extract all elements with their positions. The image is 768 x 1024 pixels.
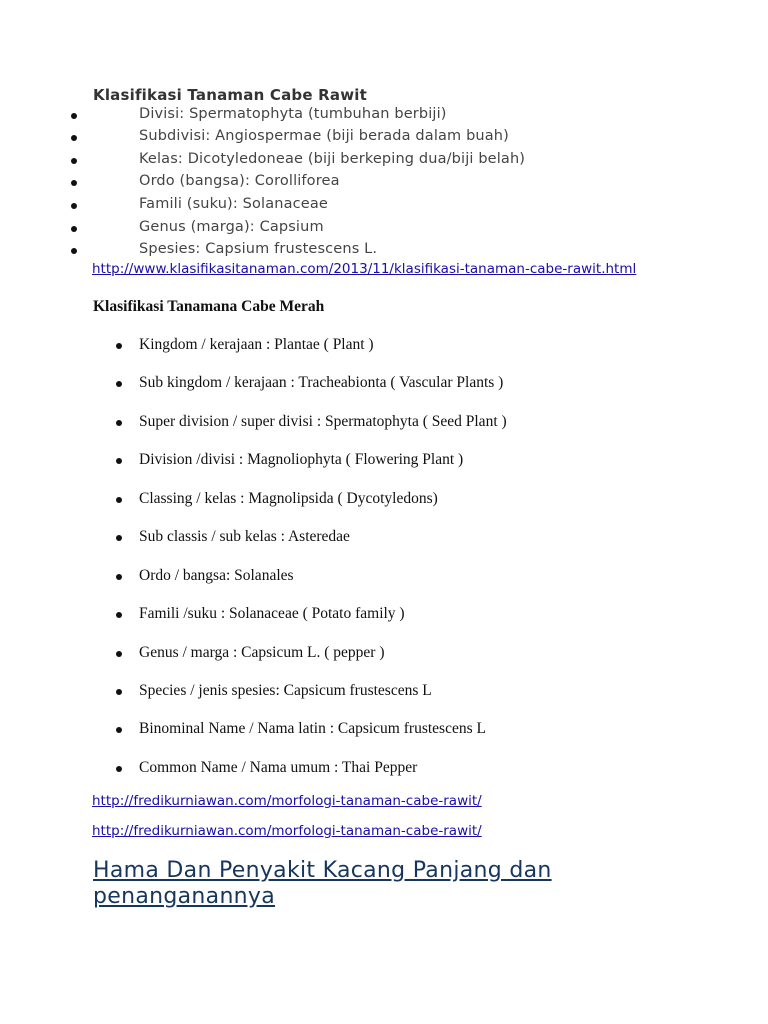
section1-title: Klasifikasi Tanaman Cabe Rawit [93, 86, 367, 104]
section2-title: Klasifikasi Tanamana Cabe Merah [93, 298, 325, 315]
list-item [0, 128, 768, 150]
list-item-text: Ordo / bangsa: Solanales [139, 567, 294, 584]
list-item-text: Sub classis / sub kelas : Asteredae [139, 528, 350, 545]
list-item [0, 151, 768, 173]
list-item-text: Genus / marga : Capsicum L. ( pepper ) [139, 644, 385, 661]
list-item [0, 451, 768, 475]
source-link-fredikurniawan[interactable]: http://fredikurniawan.com/morfologi-tanaman-cabe-rawit/ [92, 823, 482, 839]
bullet-icon [116, 612, 122, 618]
list-item [0, 413, 768, 437]
bullet-icon [116, 497, 122, 503]
bullet-icon [116, 420, 122, 426]
list-item [0, 605, 768, 629]
bullet-icon [116, 535, 122, 541]
list-item [0, 106, 768, 128]
list-item [0, 567, 768, 591]
list-item-text: Species / jenis spesies: Capsicum frustescens L [139, 682, 432, 699]
bullet-icon [116, 651, 122, 657]
list-item-text: Division /divisi : Magnoliophyta ( Flowering Plant ) [139, 451, 464, 468]
bullet-icon [116, 727, 122, 733]
list-item-text: Genus (marga): Capsium [139, 219, 324, 235]
bullet-icon [71, 180, 77, 186]
list-item [0, 644, 768, 668]
list-item-text: Binominal Name / Nama latin : Capsicum frustescens L [139, 720, 486, 737]
list-item [0, 219, 768, 241]
list-item-text: Super division / super divisi : Spermatophyta ( Seed Plant ) [139, 413, 507, 430]
source-link-cabe-rawit[interactable]: http://www.klasifikasitanaman.com/2013/11/klasifikasi-tanaman-cabe-rawit.html [92, 261, 637, 277]
list-item-text: Classing / kelas : Magnolipsida ( Dycotyledons) [139, 490, 438, 507]
bullet-icon [71, 248, 77, 254]
list-item-text: Divisi: Spermatophyta (tumbuhan berbiji) [139, 106, 447, 122]
list-item-text: Ordo (bangsa): Corolliforea [139, 173, 340, 189]
list-item [0, 720, 768, 744]
bullet-icon [116, 458, 122, 464]
list-item [0, 682, 768, 706]
list-item-text: Famili /suku : Solanaceae ( Potato family ) [139, 605, 405, 622]
bullet-icon [116, 766, 122, 772]
list-item-text: Sub kingdom / kerajaan : Tracheabionta ( Vascular Plants ) [139, 374, 504, 391]
list-item [0, 336, 768, 360]
heading-link-hama-penyakit[interactable]: Hama Dan Penyakit Kacang Panjang dan penanganannya [93, 858, 552, 909]
source-link-fredikurniawan[interactable]: http://fredikurniawan.com/morfologi-tanaman-cabe-rawit/ [92, 793, 482, 809]
list-item-text: Kelas: Dicotyledoneae (biji berkeping dua/biji belah) [139, 151, 526, 167]
list-item [0, 241, 768, 263]
list-item-text: Kingdom / kerajaan : Plantae ( Plant ) [139, 336, 374, 353]
list-item [0, 196, 768, 218]
bullet-icon [71, 226, 77, 232]
bullet-icon [71, 158, 77, 164]
bullet-icon [116, 381, 122, 387]
bullet-icon [71, 135, 77, 141]
bullet-icon [116, 343, 122, 349]
bullet-icon [116, 574, 122, 580]
list-item-text: Spesies: Capsium frustescens L. [139, 241, 378, 257]
list-item [0, 528, 768, 552]
list-item-text: Common Name / Nama umum : Thai Pepper [139, 759, 418, 776]
bullet-icon [71, 203, 77, 209]
list-item [0, 759, 768, 783]
list-item [0, 374, 768, 398]
list-item-text: Subdivisi: Angiospermae (biji berada dalam buah) [139, 128, 509, 144]
list-item [0, 490, 768, 514]
list-item-text: Famili (suku): Solanaceae [139, 196, 328, 212]
list-item [0, 173, 768, 195]
bullet-icon [116, 689, 122, 695]
bullet-icon [71, 113, 77, 119]
